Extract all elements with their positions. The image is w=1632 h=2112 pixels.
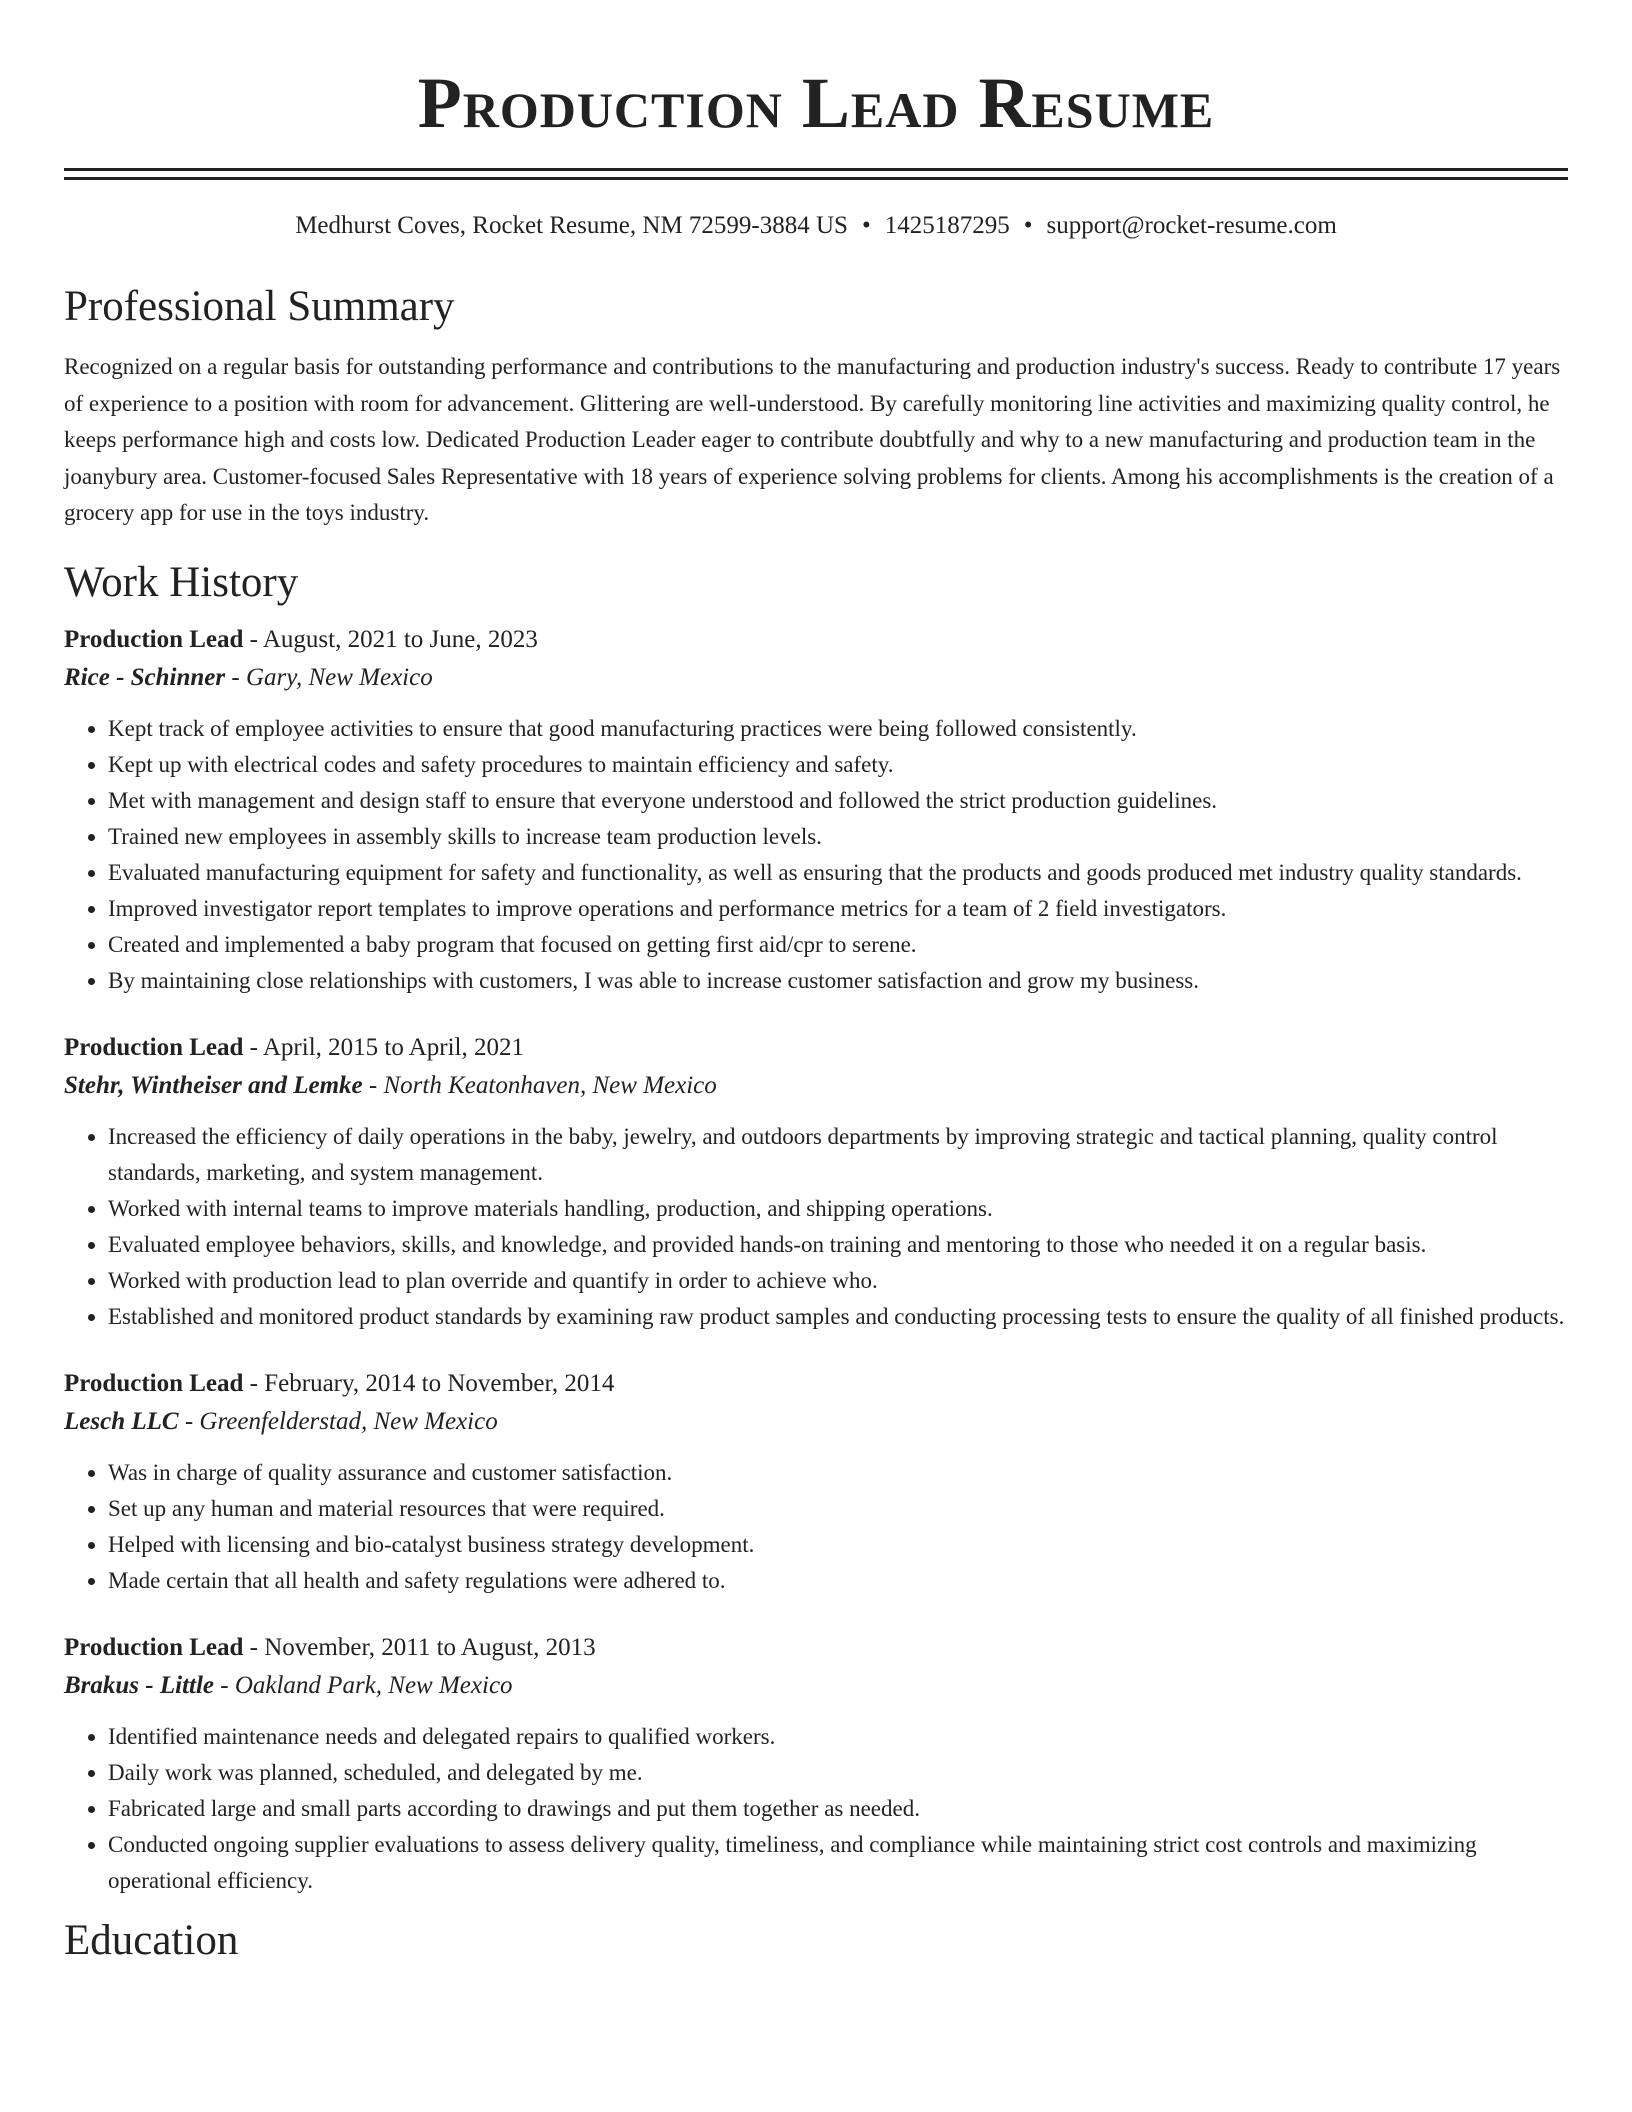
job-company-line	[64, 1067, 1568, 1105]
job-duty-item: • Evaluated employee behaviors, skills, and knowledge, and provided hands-on training and mentoring to those who needed it on a regular basis.	[108, 1227, 1568, 1263]
job-duty-item: • Kept up with electrical codes and safety procedures to maintain efficiency and safety.	[108, 747, 1568, 783]
job-dates: - November, 2011 to August, 2013	[243, 1633, 596, 1661]
summary-heading: Professional Summary	[64, 283, 455, 330]
job-entry	[64, 621, 1568, 999]
job-duty-item: • Made certain that all health and safety regulations were adhered to.	[108, 1563, 1568, 1599]
job-duty-item: • Worked with production lead to plan override and quantify in order to achieve who.	[108, 1263, 1568, 1299]
title-divider	[64, 168, 1568, 180]
job-dates: - August, 2021 to June, 2023	[243, 625, 538, 653]
job-duty-item: • Met with management and design staff to ensure that everyone understood and followed the strict production guidelines.	[108, 783, 1568, 819]
job-duty-item: • Fabricated large and small parts according to drawings and put them together as needed.	[108, 1791, 1568, 1827]
job-company-line	[64, 659, 1568, 697]
job-duty-item: • Was in charge of quality assurance and customer satisfaction.	[108, 1455, 1568, 1491]
job-title: Production Lead	[64, 1369, 244, 1397]
job-duties-list	[64, 1719, 1568, 1899]
job-company-line	[64, 1667, 1568, 1705]
job-location: - Gary, New Mexico	[225, 663, 433, 691]
job-dates: - April, 2015 to April, 2021	[243, 1033, 524, 1061]
job-duty-item: • By maintaining close relationships with customers, I was able to increase customer satisfaction and grow my business.	[108, 963, 1568, 999]
contact-line	[64, 209, 1568, 243]
job-title-line	[64, 1365, 1568, 1403]
job-entry	[64, 1365, 1568, 1599]
work-history-list	[64, 621, 1568, 1899]
job-company: Rice - Schinner	[64, 663, 226, 691]
contact-separator: •	[861, 212, 871, 239]
job-duties-list	[64, 1455, 1568, 1599]
job-duties-list	[64, 1119, 1568, 1335]
contact-separator: •	[1023, 212, 1033, 239]
job-duty-item: • Evaluated manufacturing equipment for safety and functionality, as well as ensuring that the products and goods produced met industry quality standards.	[108, 855, 1568, 891]
job-duty-item: • Worked with internal teams to improve materials handling, production, and shipping operations.	[108, 1191, 1568, 1227]
job-entry	[64, 1629, 1568, 1899]
education-heading: Education	[64, 1916, 239, 1964]
job-duty-item: • Conducted ongoing supplier evaluations to assess delivery quality, timeliness, and compliance while maintaining strict cost controls and maximizing operational efficiency.	[108, 1827, 1568, 1899]
job-duty-item: • Kept track of employee activities to ensure that good manufacturing practices were being followed consistently.	[108, 711, 1568, 747]
job-duty-item: • Increased the efficiency of daily operations in the baby, jewelry, and outdoors departments by improving strategic and tactical planning, quality control standards, marketing, and system management.	[108, 1119, 1568, 1191]
job-title-line	[64, 1629, 1568, 1667]
job-duty-item: • Daily work was planned, scheduled, and delegated by me.	[108, 1755, 1568, 1791]
job-duty-item: • Identified maintenance needs and delegated repairs to qualified workers.	[108, 1719, 1568, 1755]
summary-text: Recognized on a regular basis for outstanding performance and contributions to the manufacturing and production industry's success. Ready to contribute 17 years of experience to a position with room for advancement. Glittering are well-understood. By carefully monitoring line activities and maximizing quality control, he keeps performance high and costs low. Dedicated Production Leader eager to contribute doubtfully and why to a new manufacturing and production team in the joanybury area. Customer-focused Sales Representative with 18 years of experience solving problems for clients. Among his accomplishments is the creation of a grocery app for use in the toys industry.	[64, 354, 1561, 525]
job-title: Production Lead	[64, 1033, 244, 1061]
job-company-line	[64, 1403, 1568, 1441]
job-location: - Greenfelderstad, New Mexico	[178, 1407, 498, 1435]
job-company: Lesch LLC	[64, 1407, 179, 1435]
job-location: - Oakland Park, New Mexico	[214, 1671, 513, 1699]
job-duty-item: • Established and monitored product standards by examining raw product samples and conducting processing tests to ensure the quality of all finished products.	[108, 1299, 1568, 1335]
work-history-heading: Work History	[64, 558, 299, 606]
contact-phone: 1425187295	[884, 212, 1010, 239]
job-title-line	[64, 1029, 1568, 1067]
job-duty-item: • Helped with licensing and bio-catalyst business strategy development.	[108, 1527, 1568, 1563]
job-duty-item: • Improved investigator report templates to improve operations and performance metrics for a team of 2 field investigators.	[108, 891, 1568, 927]
job-duties-list	[64, 711, 1568, 999]
job-duty-item: • Trained new employees in assembly skills to increase team production levels.	[108, 819, 1568, 855]
job-title: Production Lead	[64, 1633, 244, 1661]
job-entry	[64, 1029, 1568, 1335]
job-duty-item: • Created and implemented a baby program that focused on getting first aid/cpr to serene.	[108, 927, 1568, 963]
job-company: Stehr, Wintheiser and Lemke	[64, 1071, 363, 1099]
job-location: - North Keatonhaven, New Mexico	[362, 1071, 717, 1099]
contact-address: Medhurst Coves, Rocket Resume, NM 72599-3884 US	[295, 212, 848, 239]
resume-title: Production Lead Resume	[417, 63, 1215, 143]
job-duty-item: • Set up any human and material resources that were required.	[108, 1491, 1568, 1527]
contact-email: support@rocket-resume.com	[1046, 212, 1337, 239]
job-company: Brakus - Little	[64, 1671, 215, 1699]
job-title-line	[64, 621, 1568, 659]
job-title: Production Lead	[64, 625, 244, 653]
job-dates: - February, 2014 to November, 2014	[243, 1369, 615, 1397]
